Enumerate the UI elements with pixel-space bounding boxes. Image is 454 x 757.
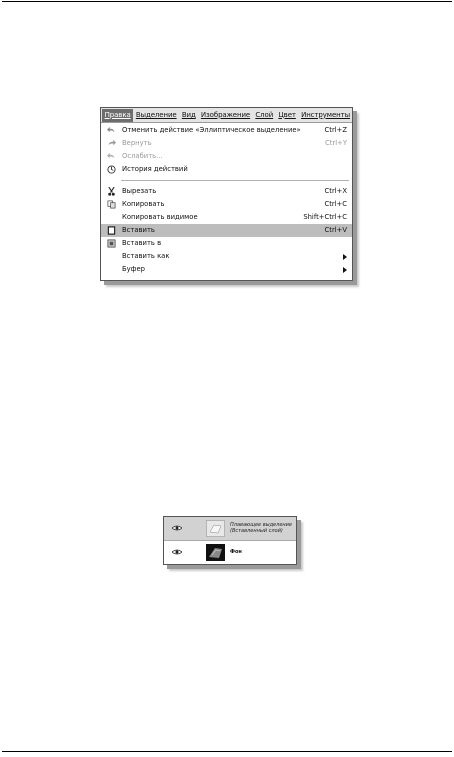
menu-item-label: Отменить действие «Эллиптическое выделение» xyxy=(122,126,301,134)
scissors-icon xyxy=(107,187,116,196)
paste-into-icon xyxy=(107,239,116,248)
menu-item-label: Вставить в xyxy=(122,239,162,247)
menu-item-label: Копировать xyxy=(122,200,165,208)
layer-row-floating-selection[interactable] xyxy=(164,517,296,541)
bottom-rule xyxy=(2,751,452,752)
shortcut-text: Ctrl+Z xyxy=(324,126,347,134)
shortcut-text: Ctrl+Y xyxy=(325,139,347,147)
eye-icon[interactable] xyxy=(172,549,182,555)
shortcut-text: Shift+Ctrl+C xyxy=(303,213,347,221)
menubar-item-image[interactable]: Изображение xyxy=(200,110,251,119)
menu-item-label: Вырезать xyxy=(122,187,157,195)
layer-name xyxy=(230,522,292,534)
layer-row-background[interactable] xyxy=(164,541,296,564)
menu-item-paste-into[interactable] xyxy=(101,237,352,250)
menu-bar xyxy=(101,108,352,123)
layer-name-line: Плавающее выделение xyxy=(230,522,292,528)
shortcut-text: Ctrl+C xyxy=(324,200,347,208)
menubar-item-edit[interactable]: Правка xyxy=(102,109,133,122)
edit-menu-dropdown xyxy=(101,123,352,280)
menu-item-redo[interactable] xyxy=(101,137,352,150)
fade-icon xyxy=(107,152,116,161)
menu-item-buffer[interactable] xyxy=(101,263,352,276)
menubar-item-layer[interactable]: Слой xyxy=(255,110,274,119)
layer-thumbnail xyxy=(206,544,225,561)
menubar-item-color[interactable]: Цвет xyxy=(278,110,296,119)
layers-panel-screenshot xyxy=(163,516,297,565)
top-rule xyxy=(2,1,452,2)
menu-item-history[interactable] xyxy=(101,163,352,176)
layer-name-line: (Вставленный слой) xyxy=(230,528,283,534)
menubar-item-select[interactable]: Выделение xyxy=(135,110,177,119)
layer-name: Фон xyxy=(230,549,242,555)
redo-icon xyxy=(107,139,116,148)
menubar-item-tools[interactable]: Инструменты xyxy=(301,110,351,119)
eye-icon[interactable] xyxy=(172,525,182,531)
menu-item-fade[interactable] xyxy=(101,150,352,163)
shortcut-text: Ctrl+X xyxy=(324,187,347,195)
menu-item-copy[interactable] xyxy=(101,198,352,211)
submenu-arrow-icon xyxy=(343,254,347,260)
layer-thumbnail xyxy=(206,520,225,537)
menu-item-label: Вернуть xyxy=(122,139,152,147)
menu-item-cut[interactable] xyxy=(101,185,352,198)
menu-item-paste-as[interactable] xyxy=(101,250,352,263)
submenu-arrow-icon xyxy=(343,267,347,273)
edit-menu-screenshot xyxy=(100,107,353,281)
menu-item-label: Вставить как xyxy=(122,252,170,260)
paste-icon xyxy=(107,226,116,235)
menu-item-label: История действий xyxy=(122,165,188,173)
shortcut-text: Ctrl+V xyxy=(324,226,347,234)
menu-item-undo[interactable] xyxy=(101,124,352,137)
menu-separator xyxy=(121,180,349,181)
undo-icon xyxy=(107,126,116,135)
menu-item-label: Вставить xyxy=(122,226,155,234)
copy-icon xyxy=(107,200,116,209)
menu-item-label: Ослабить... xyxy=(122,152,163,160)
menubar-item-view[interactable]: Вид xyxy=(181,110,196,119)
history-icon xyxy=(107,165,116,174)
menu-item-paste[interactable] xyxy=(101,224,352,237)
menu-item-copy-visible[interactable] xyxy=(101,211,352,224)
menu-item-label: Буфер xyxy=(122,265,145,273)
menu-item-label: Копировать видимое xyxy=(122,213,198,221)
